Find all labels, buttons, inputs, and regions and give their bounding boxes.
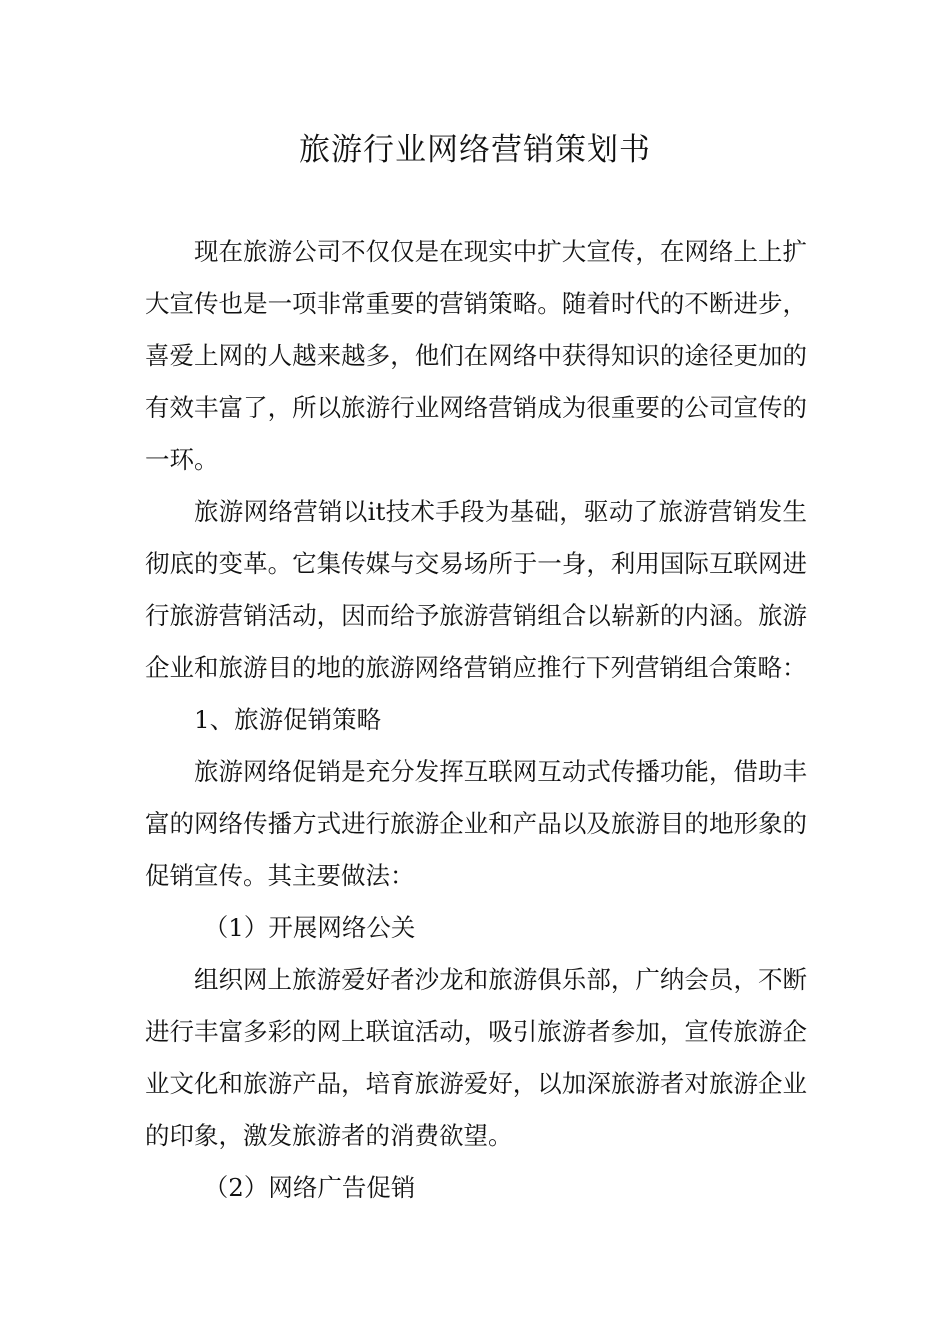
section-heading-promotion-strategy: 1、旅游促销策略 xyxy=(194,705,382,734)
subsection-heading-advertising: （2）网络广告促销 xyxy=(203,1173,416,1202)
paragraph-promotion: 旅游网络促销是充分发挥互联网互动式传播功能，借助丰富的网络传播方式进行旅游企业和产品以及旅游目的地形象的促销宣传。其主要做法： xyxy=(145,757,807,890)
document-title: 旅游行业网络营销策划书 xyxy=(299,132,651,168)
paragraph-network-marketing: 旅游网络营销以it技术手段为基础，驱动了旅游营销发生彻底的变革。它集传媒与交易场所于一身，利用国际互联网进行旅游营销活动，因而给予旅游营销组合以崭新的内涵。旅游企业和旅游目的地的旅游网络营销应推行下列营销组合策略： xyxy=(145,497,807,682)
document-body xyxy=(145,226,807,1214)
subsection-heading-public-relations: （1）开展网络公关 xyxy=(203,913,416,942)
paragraph-intro: 现在旅游公司不仅仅是在现实中扩大宣传，在网络上上扩大宣传也是一项非常重要的营销策略。随着时代的不断进步，喜爱上网的人越来越多，他们在网络中获得知识的途径更加的有效丰富了，所以旅游行业网络营销成为很重要的公司宣传的一环。 xyxy=(145,237,807,474)
paragraph-public-relations: 组织网上旅游爱好者沙龙和旅游俱乐部，广纳会员，不断进行丰富多彩的网上联谊活动，吸引旅游者参加，宣传旅游企业文化和旅游产品，培育旅游爱好，以加深旅游者对旅游企业的印象，激发旅游者的消费欲望。 xyxy=(145,965,807,1150)
